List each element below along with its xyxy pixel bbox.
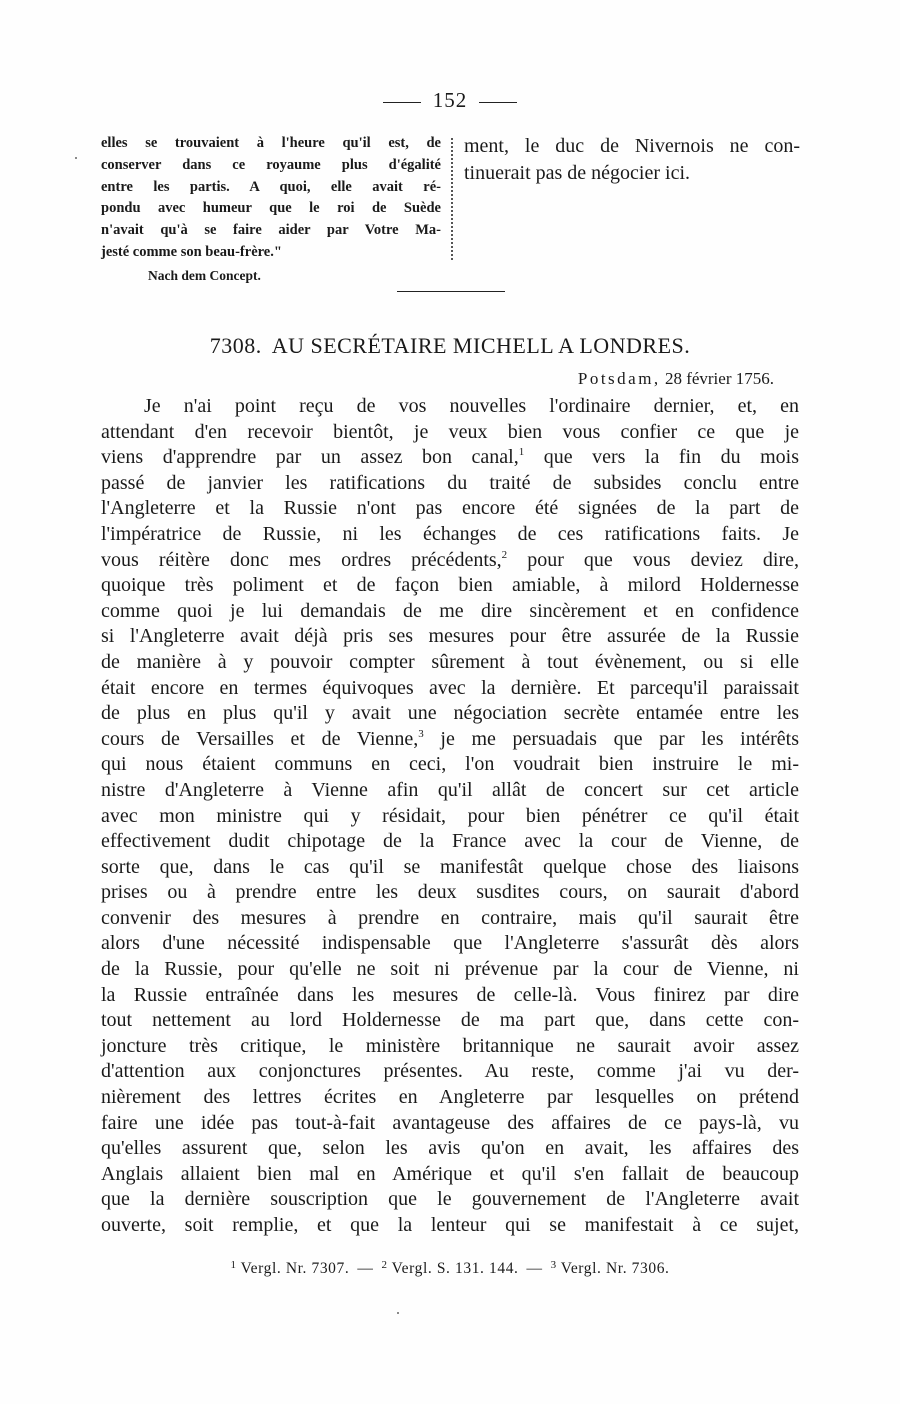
- body-line-text: quoique très poliment et de façon bien amiable, à milord Holdernesse: [101, 574, 799, 597]
- footnote-text: Vergl. S. 131. 144.: [391, 1260, 519, 1277]
- body-line-text: la Russie entraînée dans les mesures de celle-là. Vous finirez par dire: [101, 983, 799, 1006]
- body-line-text: convenir des mesures à prendre en contraire, mais qu'il saurait être: [101, 906, 799, 929]
- body-line: [101, 1111, 799, 1137]
- body-line-text: pour que vous deviez dire,: [507, 548, 799, 571]
- body-line-text: comme quoi je lui demandais de me dire sincèrement et en confidence: [101, 599, 799, 622]
- body-line: [101, 573, 799, 599]
- right-column-line: ment, le duc de Nivernois ne con-: [464, 135, 800, 157]
- body-line: [101, 1136, 799, 1162]
- footnote-marker: 1: [518, 446, 525, 459]
- body-line-text: que la dernière souscription que le gouvernement de l'Angleterre avait: [101, 1188, 799, 1211]
- dateline: [578, 369, 774, 389]
- body-line-text: nistre d'Angleterre à Vienne afin qu'il allât de concert sur cet article: [101, 778, 799, 801]
- print-speck: [397, 1312, 399, 1314]
- letter-heading: [0, 333, 900, 359]
- body-line-text: je me persuadais que par les intérêts: [423, 727, 800, 750]
- body-line-text: Anglais allaient bien mal en Amérique et qu'il s'en fallait de beaucoup: [101, 1162, 799, 1185]
- body-line-text: sorte que, dans le cas qu'il se manifestât quelque chose des liaisons: [101, 855, 799, 878]
- body-line-text: viens d'apprendre par un assez bon canal,: [101, 446, 519, 469]
- body-line: [101, 522, 799, 548]
- section-rule: [397, 291, 505, 292]
- letter-body: [101, 394, 799, 1239]
- body-line-text: d'attention aux conjonctures présentes. Au reste, comme j'ai vu der-: [101, 1060, 799, 1083]
- right-column-line: tinuerait pas de négocier ici.: [464, 162, 691, 184]
- body-line: [101, 1085, 799, 1111]
- footnote-item: [551, 1260, 670, 1277]
- letter-title: AU SECRÉTAIRE MICHELL A LONDRES.: [271, 333, 691, 358]
- left-column-line: jesté comme son beau-frère.": [101, 243, 282, 260]
- footnote-marker: 2: [501, 548, 508, 561]
- footnote-mark: 2: [381, 1259, 388, 1271]
- body-line: [101, 1059, 799, 1085]
- body-line: [101, 701, 799, 727]
- body-line: [101, 804, 799, 830]
- body-line-text: prises ou à prendre entre les deux susdites cours, on saurait d'abord: [101, 881, 799, 904]
- footnote-separator: —: [526, 1260, 543, 1277]
- left-column-line: entre les partis. A quoi, elle avait ré-: [101, 178, 441, 195]
- footnote-mark: 1: [230, 1259, 237, 1271]
- body-line-text: effectivement dudit chipotage de la France avec la cour de Vienne, de: [101, 830, 799, 853]
- body-line-text: de la Russie, pour qu'elle ne soit ni prévenue par la cour de Vienne, ni: [101, 958, 799, 981]
- body-line: [101, 548, 799, 574]
- body-line: [101, 445, 799, 471]
- body-line-text: vous réitère donc mes ordres précédents,: [101, 548, 502, 571]
- footnote-item: [381, 1260, 518, 1277]
- footnote-text: Vergl. Nr. 7306.: [560, 1260, 670, 1277]
- body-line-text: était encore en termes équivoques avec la dernière. Et parcequ'il paraissait: [101, 676, 799, 699]
- body-line: [101, 420, 799, 446]
- body-line: [101, 829, 799, 855]
- body-line: [101, 394, 799, 420]
- body-line-text: faire une idée pas tout-à-fait avantageuse des affaires de ce pays-là, vu: [101, 1111, 799, 1134]
- body-line-text: de plus en plus qu'il y avait une négociation secrète entamée entre les: [101, 702, 799, 725]
- body-line-text: l'Angleterre et la Russie n'ont pas encore été signées de la part de: [101, 497, 799, 520]
- left-column-line: elles se trouvaient à l'heure qu'il est, de: [101, 135, 441, 151]
- footnote-separator: —: [357, 1260, 374, 1277]
- left-column-text: [101, 133, 441, 264]
- dateline-place: Potsdam,: [577, 369, 661, 388]
- body-line: [101, 471, 799, 497]
- body-line-text: de manière à y pouvoir compter sûrement à tout évènement, ou si elle: [101, 650, 799, 673]
- body-line-text: cours de Versailles et de Vienne,: [101, 727, 419, 750]
- body-line: [101, 1008, 799, 1034]
- left-column-line: conserver dans ce royaume plus d'égalité: [101, 156, 441, 173]
- body-line-text: qui nous étaient communs en ceci, l'on voudrait bien instruire le mi-: [101, 753, 799, 776]
- body-line: [101, 624, 799, 650]
- footnote-text: Vergl. Nr. 7307.: [240, 1260, 350, 1277]
- left-column-line: n'avait qu'à se faire aider par Votre Ma-: [101, 222, 441, 239]
- column-divider: [451, 138, 453, 260]
- body-line: [101, 880, 799, 906]
- body-line: [101, 931, 799, 957]
- body-line: [101, 1162, 799, 1188]
- body-line-text: ouverte, soit remplie, et que la lenteur qui se manifestait à ce sujet,: [101, 1214, 799, 1236]
- body-line: [101, 906, 799, 932]
- header-dash-right: [479, 102, 517, 103]
- page-number: 152: [432, 88, 468, 112]
- body-line: [101, 983, 799, 1009]
- body-line: [101, 778, 799, 804]
- right-column-text: [464, 133, 800, 187]
- body-line-text: attendant d'en recevoir bientôt, je veux bien vous confier ce que je: [101, 420, 799, 443]
- body-line-text: que vers la fin du mois: [524, 446, 799, 469]
- footnote-mark: 3: [550, 1259, 557, 1271]
- footnote-item: [230, 1260, 349, 1277]
- body-line: [101, 957, 799, 983]
- body-line-text: Je n'ai point reçu de vos nouvelles l'ordinaire dernier, et, en: [144, 395, 799, 417]
- header-dash-left: [383, 102, 421, 103]
- left-column-line: pondu avec humeur que le roi de Suède: [101, 200, 441, 217]
- body-line: [101, 496, 799, 522]
- body-line-text: qu'elles assurent que, selon les avis qu'on en avait, les affaires des: [101, 1137, 799, 1160]
- footnote-marker: 3: [418, 727, 424, 740]
- body-line-text: avec mon ministre qui y résidait, pour bien pénétrer ce qu'il était: [101, 804, 799, 827]
- body-line: [101, 855, 799, 881]
- body-line: [101, 1187, 799, 1213]
- page-header: [0, 88, 900, 113]
- letter-number: 7308.: [209, 333, 262, 358]
- source-note: Nach dem Concept.: [148, 268, 261, 283]
- body-line: [101, 1213, 799, 1239]
- body-line-text: si l'Angleterre avait déjà pris ses mesures pour être assurée de la Russie: [101, 625, 799, 648]
- body-line: [101, 752, 799, 778]
- body-line-text: nièrement des lettres écrites en Angleterre par lesquelles on prétend: [101, 1086, 799, 1109]
- body-line: [101, 1034, 799, 1060]
- body-line-text: alors d'une nécessité indispensable que l'Angleterre s'assurât dès alors: [101, 932, 799, 955]
- body-line: [101, 599, 799, 625]
- body-line: [101, 676, 799, 702]
- footnotes: [0, 1259, 900, 1278]
- body-line: [101, 650, 799, 676]
- print-speck: [75, 157, 77, 159]
- body-line-text: l'impératrice de Russie, ni les échanges de ces ratifications faits. Je: [101, 522, 799, 545]
- body-line: [101, 727, 799, 753]
- dateline-date: 28 février 1756.: [664, 369, 774, 388]
- body-line-text: passé de janvier les ratifications du traité de subsides conclu entre: [101, 471, 799, 494]
- body-line-text: tout nettement au lord Holdernesse de ma part que, dans cette con-: [101, 1009, 799, 1032]
- body-line-text: joncture très critique, le ministère britannique ne saurait avoir assez: [101, 1034, 799, 1057]
